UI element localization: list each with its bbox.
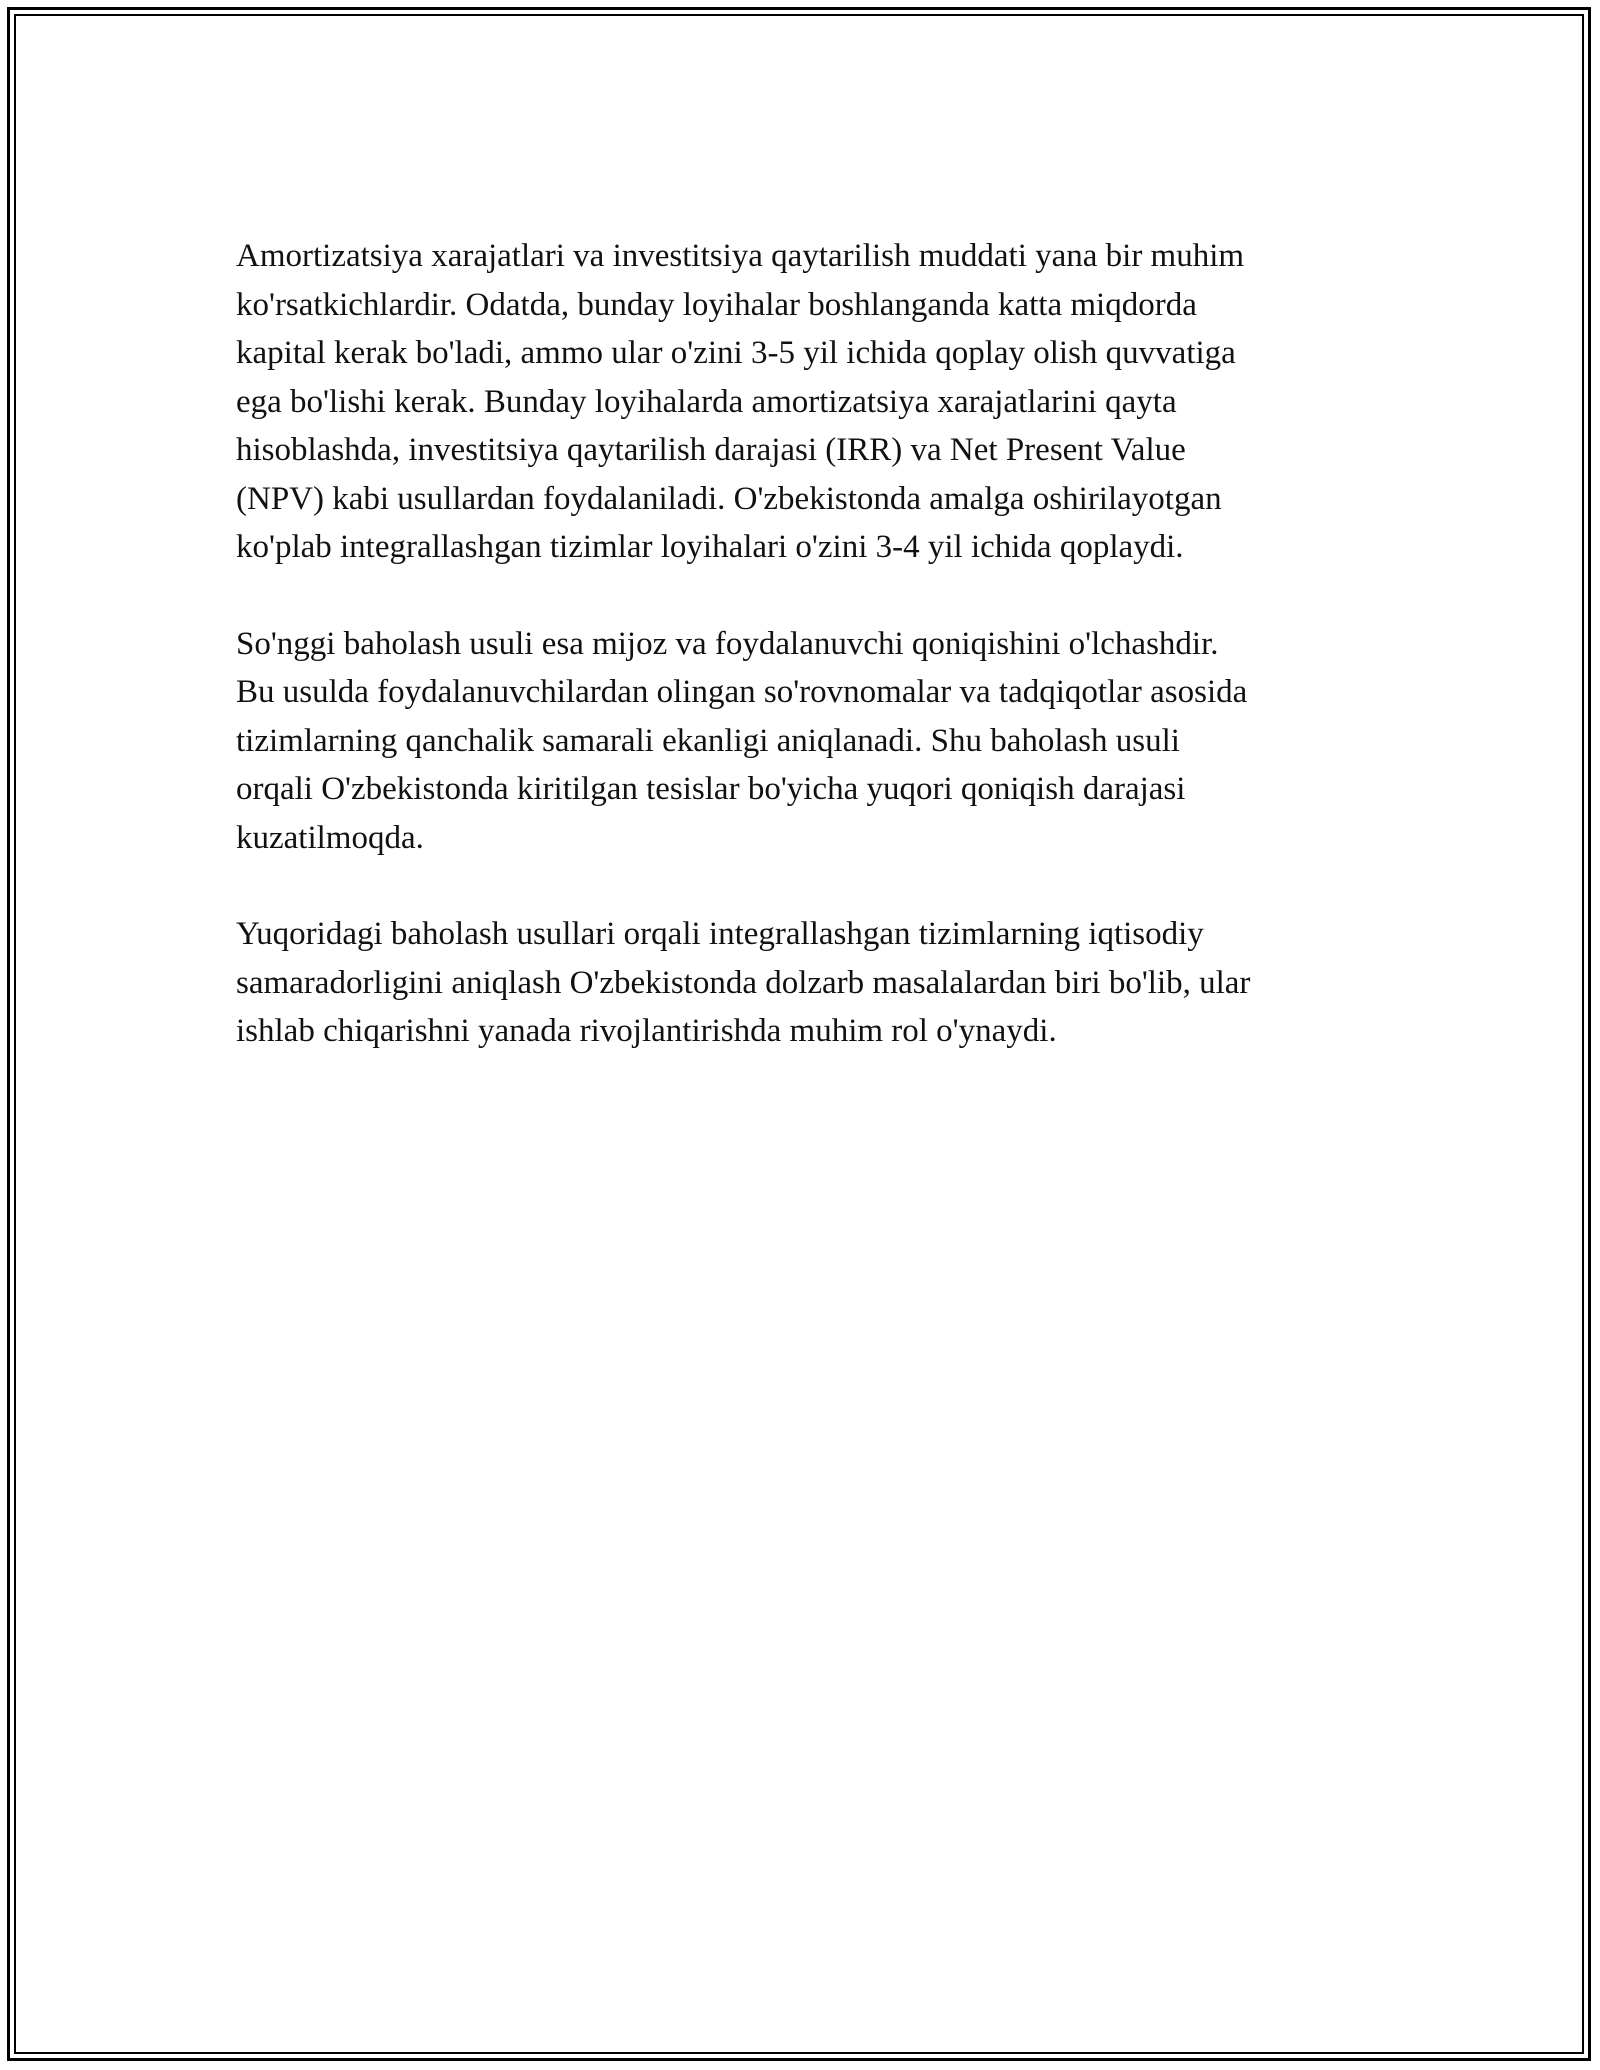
document-body <box>236 232 1366 1104</box>
paragraph-conclusion: Yuqoridagi baholash usullari orqali integrallashgan tizimlarning iqtisodiy samaradorligini aniqlash O'zbekistonda dolzarb masalalardan biri bo'lib, ular ishlab chiqarishni yanada rivojlantirishda muhim rol o'ynaydi. <box>236 916 1251 1049</box>
paragraph-satisfaction: So'nggi baholash usuli esa mijoz va foydalanuvchi qoniqishini o'lchashdir. Bu usulda foydalanuvchilardan olingan so'rovnomalar va tadqiqotlar asosida tizimlarning qanchalik samarali ekanligi aniqlanadi. Shu baholash usuli orqali O'zbekistonda kiritilgan tesislar bo'yicha yuqori qoniqish darajasi kuzatilmoqda. <box>236 625 1248 856</box>
paragraph-amortization: Amortizatsiya xarajatlari va investitsiya qaytarilish muddati yana bir muhim ko'rsatkichlardir. Odatda, bunday loyihalar boshlanganda katta miqdorda kapital kerak bo'ladi, ammo ular o'zini 3-5 yil ichida qoplay olish quvvatiga ega bo'lishi kerak. Bunday loyihalarda amortizatsiya xarajatlarini qayta hisoblashda, investitsiya qaytarilish darajasi (IRR) va Net Present Value (NPV) kabi usullardan foydalaniladi. O'zbekistonda amalga oshirilayotgan ko'plab integrallashgan tizimlar loyihalari o'zini 3-4 yil ichida qoplaydi. <box>236 238 1245 565</box>
